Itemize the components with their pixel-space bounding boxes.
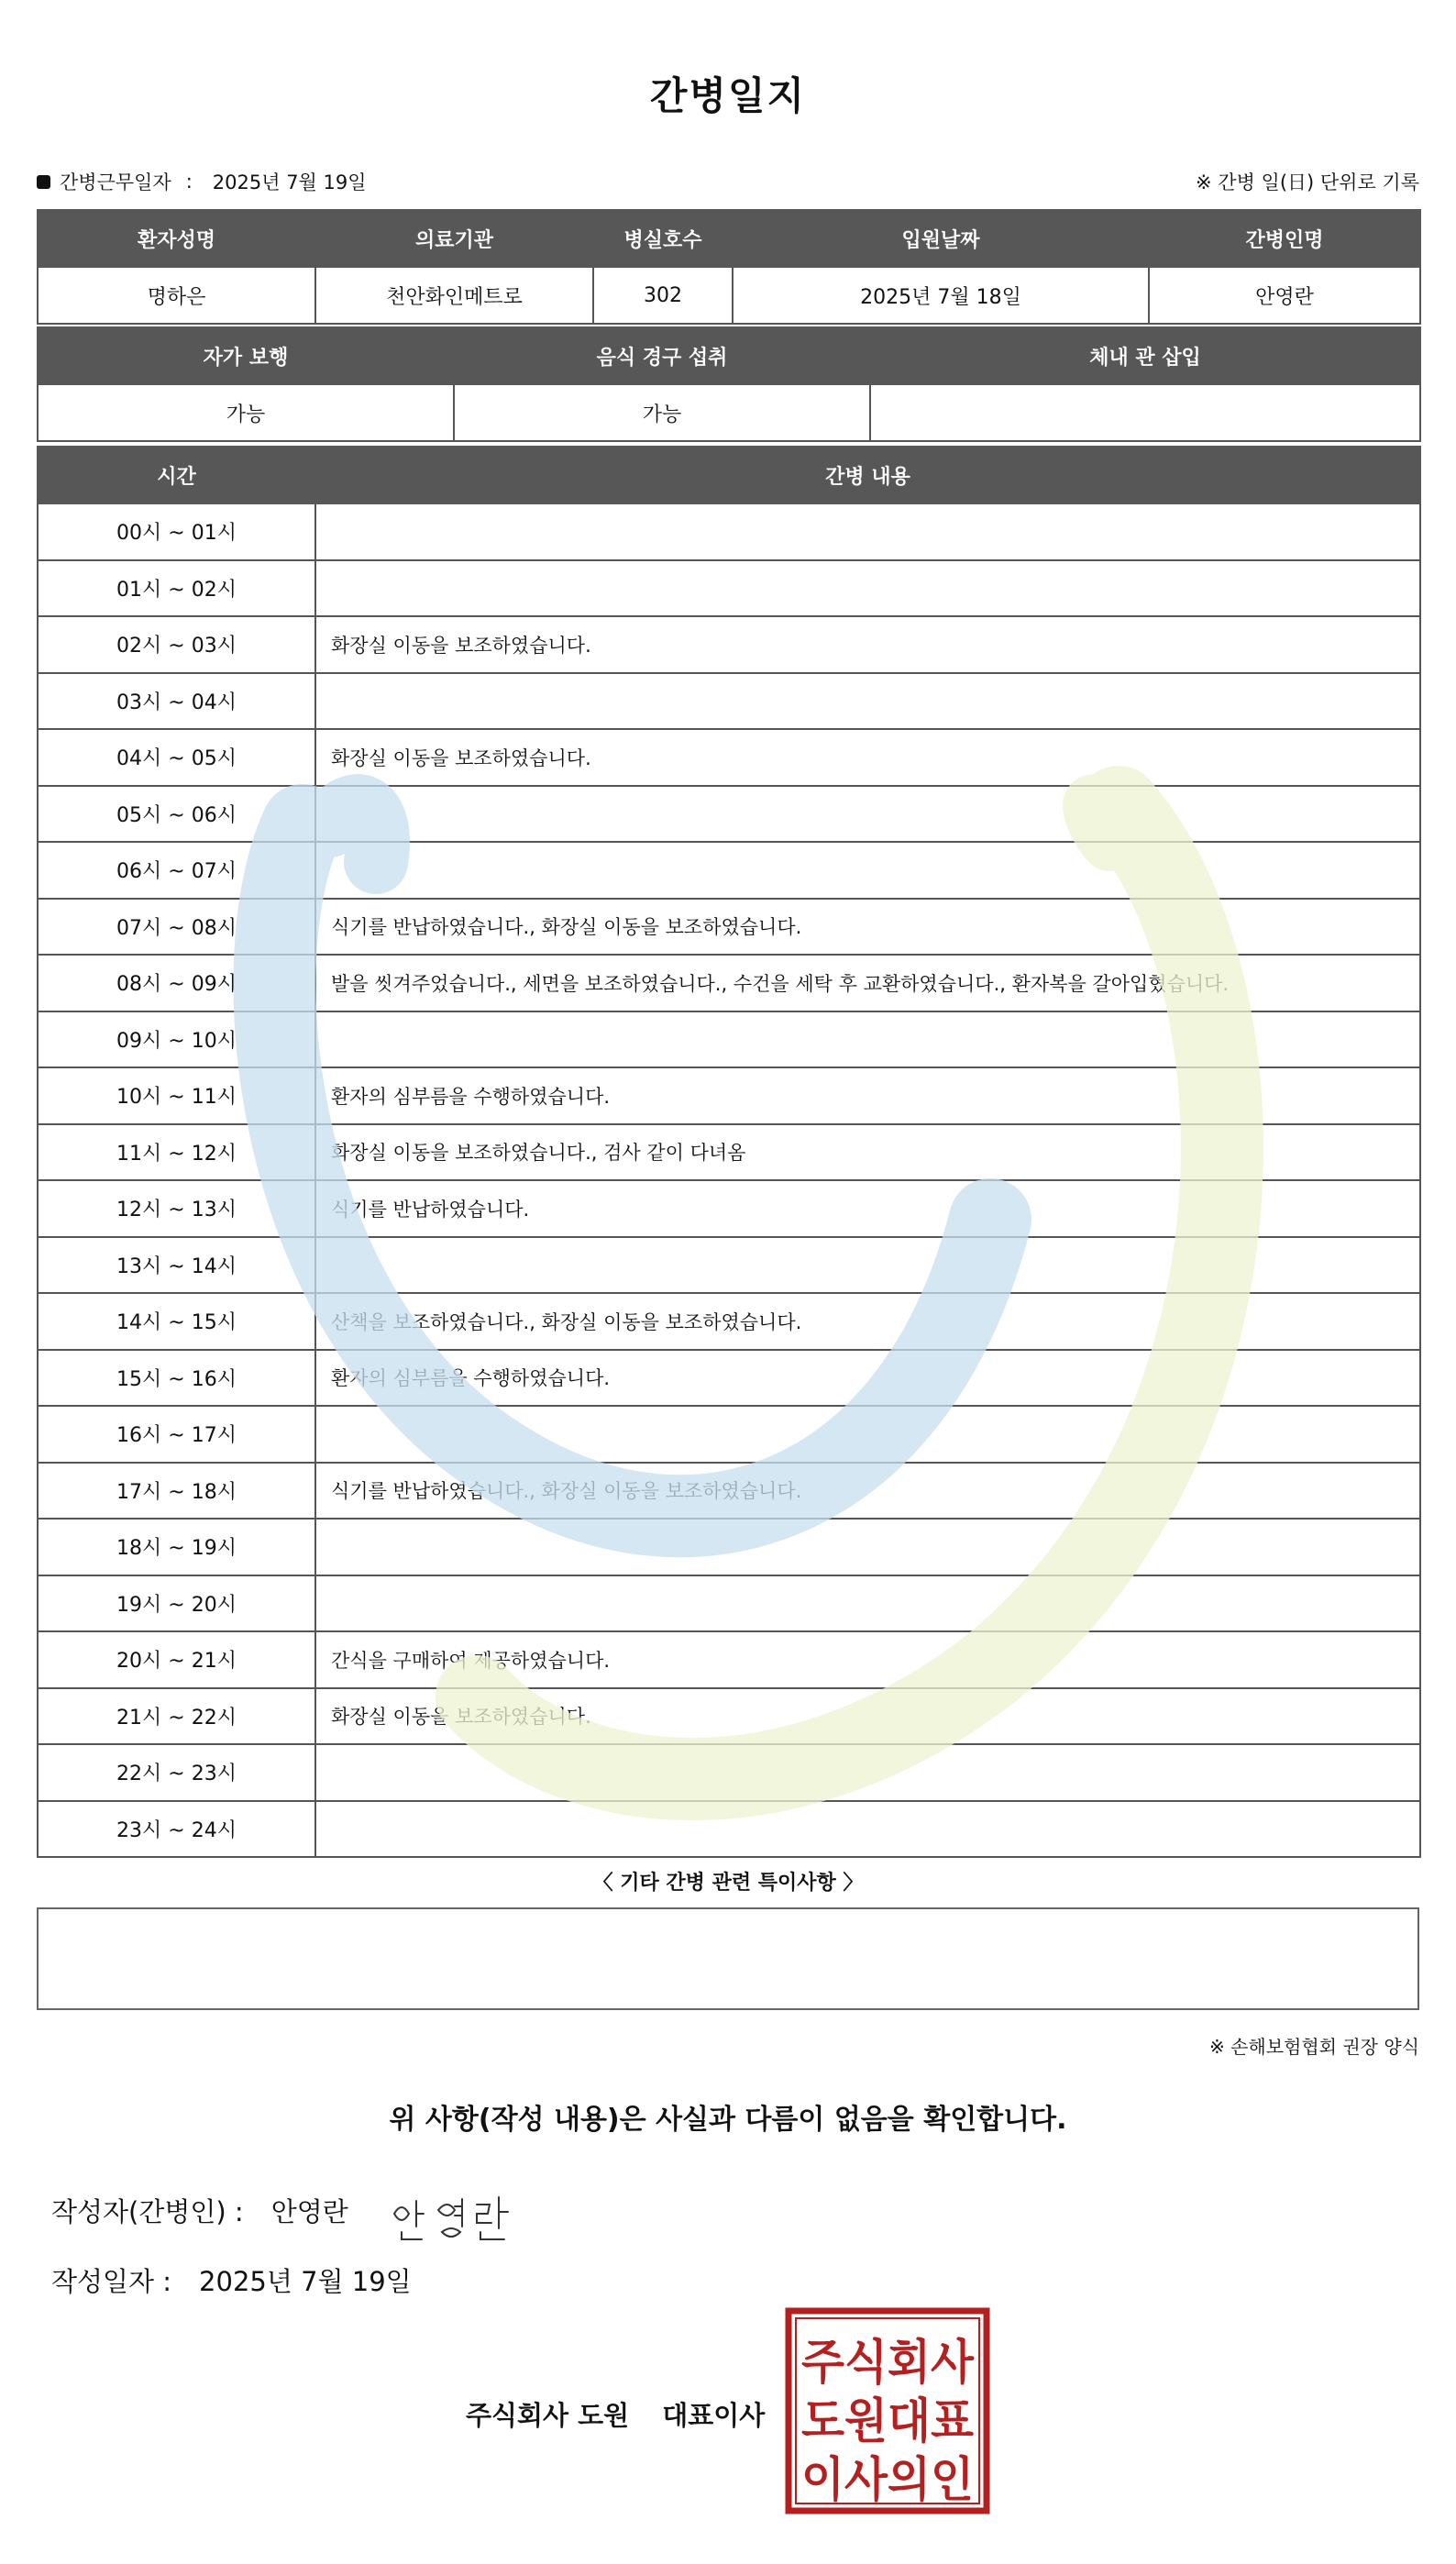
log-time: 04시 ~ 05시 bbox=[38, 729, 315, 786]
header-hospital: 의료기관 bbox=[315, 210, 593, 267]
log-row bbox=[38, 673, 1420, 730]
caregiver-name: 안영란 bbox=[1149, 267, 1420, 324]
log-time: 15시 ~ 16시 bbox=[38, 1350, 315, 1407]
log-content bbox=[315, 1801, 1420, 1858]
log-row bbox=[38, 1575, 1420, 1632]
log-content bbox=[315, 786, 1420, 843]
log-content bbox=[315, 1406, 1420, 1463]
remarks-box bbox=[37, 1907, 1419, 2010]
log-content bbox=[315, 503, 1420, 560]
header-admission-date: 입원날짜 bbox=[733, 210, 1149, 267]
log-row bbox=[38, 560, 1420, 617]
log-content bbox=[315, 673, 1420, 730]
company-seal-stamp bbox=[785, 2307, 990, 2514]
log-row bbox=[38, 786, 1420, 843]
log-row bbox=[38, 1124, 1420, 1181]
log-time: 00시 ~ 01시 bbox=[38, 503, 315, 560]
log-time: 17시 ~ 18시 bbox=[38, 1463, 315, 1520]
stamp-line-3: 이사의인 bbox=[801, 2453, 974, 2508]
work-date-separator: : bbox=[185, 171, 193, 193]
log-row bbox=[38, 1688, 1420, 1745]
writer-label: 작성자(간병인) : bbox=[51, 2196, 244, 2227]
log-row bbox=[38, 729, 1420, 786]
self-walking-value: 가능 bbox=[38, 384, 454, 441]
log-content: 식기를 반납하였습니다., 화장실 이동을 보조하였습니다. bbox=[315, 1463, 1420, 1520]
written-date-value: 2025년 7월 19일 bbox=[199, 2266, 412, 2297]
patient-status-table bbox=[37, 326, 1421, 442]
care-log-table bbox=[37, 446, 1421, 1858]
log-content: 발을 씻겨주었습니다., 세면을 보조하였습니다., 수건을 세탁 후 교환하였습니다., 환자복을 갈아입혔습니다. bbox=[315, 955, 1420, 1011]
log-time: 02시 ~ 03시 bbox=[38, 616, 315, 673]
patient-info-table bbox=[37, 209, 1421, 325]
confirmation-statement: 위 사항(작성 내용)은 사실과 다름이 없음을 확인합니다. bbox=[389, 2104, 1067, 2136]
log-content: 식기를 반납하였습니다. bbox=[315, 1180, 1420, 1237]
log-time: 23시 ~ 24시 bbox=[38, 1801, 315, 1858]
log-content bbox=[315, 1519, 1420, 1575]
writer-row bbox=[51, 2192, 348, 2229]
log-time: 06시 ~ 07시 bbox=[38, 842, 315, 899]
log-content: 간식을 구매하여 제공하였습니다. bbox=[315, 1631, 1420, 1688]
company-signature-line bbox=[466, 2395, 765, 2433]
stamp-line-1: 주식회사 bbox=[801, 2336, 975, 2391]
oral-intake-value: 가능 bbox=[454, 384, 870, 441]
header-oral-intake: 음식 경구 섭취 bbox=[454, 327, 870, 384]
log-content: 화장실 이동을 보조하였습니다. bbox=[315, 729, 1420, 786]
log-row bbox=[38, 503, 1420, 560]
header-self-walking: 자가 보행 bbox=[38, 327, 454, 384]
log-time: 05시 ~ 06시 bbox=[38, 786, 315, 843]
patient-name: 명하은 bbox=[38, 267, 315, 324]
log-time: 22시 ~ 23시 bbox=[38, 1744, 315, 1801]
company-ceo-title: 대표이사 bbox=[662, 2400, 766, 2431]
work-date-value: 2025년 7월 19일 bbox=[212, 171, 367, 193]
log-time: 08시 ~ 09시 bbox=[38, 955, 315, 1011]
log-row bbox=[38, 1519, 1420, 1575]
log-time: 01시 ~ 02시 bbox=[38, 560, 315, 617]
log-row bbox=[38, 1180, 1420, 1237]
log-row bbox=[38, 1744, 1420, 1801]
log-time: 16시 ~ 17시 bbox=[38, 1406, 315, 1463]
log-row bbox=[38, 1011, 1420, 1068]
tube-insertion-value bbox=[870, 384, 1420, 441]
log-content: 환자의 심부름을 수행하였습니다. bbox=[315, 1350, 1420, 1407]
form-note: ※ 손해보험협회 권장 양식 bbox=[1208, 2036, 1419, 2058]
log-content: 산책을 보조하였습니다., 화장실 이동을 보조하였습니다. bbox=[315, 1293, 1420, 1350]
log-content bbox=[315, 842, 1420, 899]
unit-note: ※ 간병 일(日) 단위로 기록 bbox=[1196, 171, 1419, 193]
written-date-row bbox=[51, 2261, 412, 2299]
writer-name: 안영란 bbox=[270, 2196, 348, 2227]
hospital-name: 천안화인메트로 bbox=[315, 267, 593, 324]
log-content: 화장실 이동을 보조하였습니다. bbox=[315, 616, 1420, 673]
log-time: 20시 ~ 21시 bbox=[38, 1631, 315, 1688]
log-time: 13시 ~ 14시 bbox=[38, 1237, 315, 1294]
log-time: 11시 ~ 12시 bbox=[38, 1124, 315, 1181]
log-time: 14시 ~ 15시 bbox=[38, 1293, 315, 1350]
page-title: 간병일지 bbox=[649, 73, 807, 118]
room-number: 302 bbox=[593, 267, 733, 324]
company-name: 주식회사 도원 bbox=[466, 2400, 630, 2431]
log-row bbox=[38, 1463, 1420, 1520]
log-content: 환자의 심부름을 수행하였습니다. bbox=[315, 1067, 1420, 1124]
log-time: 07시 ~ 08시 bbox=[38, 899, 315, 956]
header-patient-name: 환자성명 bbox=[38, 210, 315, 267]
log-time: 10시 ~ 11시 bbox=[38, 1067, 315, 1124]
log-row bbox=[38, 1293, 1420, 1350]
log-row bbox=[38, 1350, 1420, 1407]
log-content: 화장실 이동을 보조하였습니다., 검사 같이 다녀옴 bbox=[315, 1124, 1420, 1181]
log-row bbox=[38, 1631, 1420, 1688]
log-content bbox=[315, 560, 1420, 617]
log-row bbox=[38, 842, 1420, 899]
log-row bbox=[38, 1406, 1420, 1463]
log-content bbox=[315, 1575, 1420, 1632]
log-time: 19시 ~ 20시 bbox=[38, 1575, 315, 1632]
header-care-content: 간병 내용 bbox=[315, 447, 1420, 503]
log-row bbox=[38, 899, 1420, 956]
log-time: 21시 ~ 22시 bbox=[38, 1688, 315, 1745]
log-time: 09시 ~ 10시 bbox=[38, 1011, 315, 1068]
handwritten-signature bbox=[385, 2186, 532, 2250]
written-date-label: 작성일자 : bbox=[51, 2266, 172, 2297]
log-row bbox=[38, 616, 1420, 673]
admission-date: 2025년 7월 18일 bbox=[733, 267, 1149, 324]
work-date-row bbox=[37, 168, 367, 195]
log-content bbox=[315, 1237, 1420, 1294]
log-time: 03시 ~ 04시 bbox=[38, 673, 315, 730]
log-content: 화장실 이동을 보조하였습니다. bbox=[315, 1688, 1420, 1745]
remarks-title: 〈 기타 간병 관련 특이사항 〉 bbox=[592, 1872, 864, 1895]
log-content bbox=[315, 1744, 1420, 1801]
log-time: 18시 ~ 19시 bbox=[38, 1519, 315, 1575]
work-date-label: 간병근무일자 bbox=[60, 171, 171, 193]
log-row bbox=[38, 1801, 1420, 1858]
header-room-number: 병실호수 bbox=[593, 210, 733, 267]
stamp-line-2: 도원대표 bbox=[801, 2394, 974, 2449]
log-row bbox=[38, 1237, 1420, 1294]
log-row bbox=[38, 955, 1420, 1011]
log-time: 12시 ~ 13시 bbox=[38, 1180, 315, 1237]
log-content: 식기를 반납하였습니다., 화장실 이동을 보조하였습니다. bbox=[315, 899, 1420, 956]
header-caregiver-name: 간병인명 bbox=[1149, 210, 1420, 267]
log-content bbox=[315, 1011, 1420, 1068]
log-row bbox=[38, 1067, 1420, 1124]
header-time: 시간 bbox=[38, 447, 315, 503]
bullet-square-icon bbox=[37, 175, 50, 189]
header-tube-insertion: 체내 관 삽입 bbox=[870, 327, 1420, 384]
